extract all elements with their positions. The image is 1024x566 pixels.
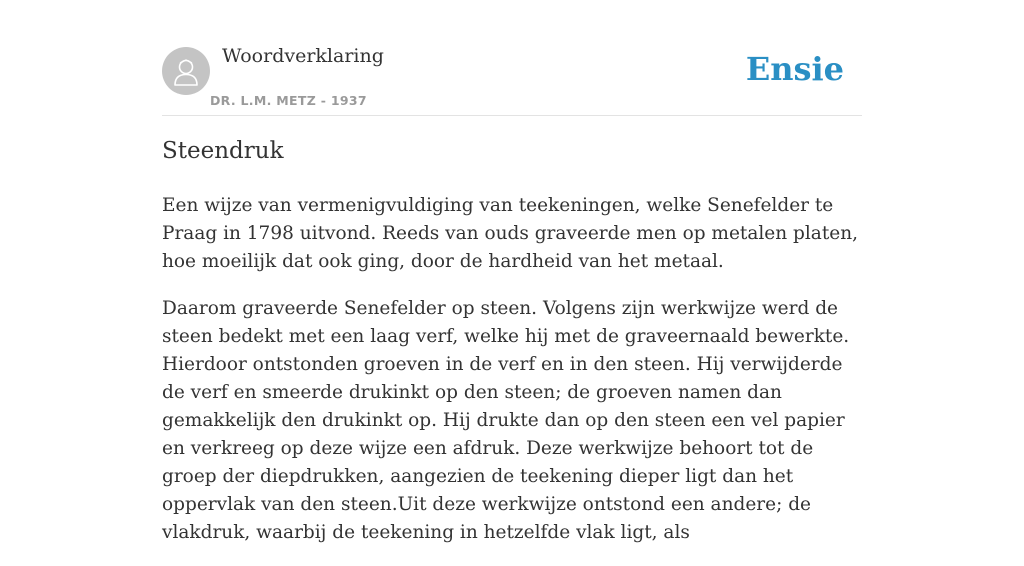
- avatar[interactable]: [162, 47, 210, 95]
- source-header: [162, 40, 862, 116]
- brand-logo[interactable]: Ensie: [745, 50, 844, 88]
- source-author[interactable]: DR. L.M. METZ - 1937: [210, 93, 367, 108]
- source-title[interactable]: Woordverklaring: [222, 45, 384, 67]
- entry-paragraph: Daarom graveerde Senefelder op steen. Volgens zijn werkwijze werd de steen bedekt met een laag verf, welke hij met de graveernaald bewerkte. Hierdoor ontstonden groeven in de verf en in den steen. Hij verwijderde de verf en smeerde drukinkt op den steen; de groeven namen dan gemakkelijk den drukinkt op. Hij drukte dan op den steen een vel papier en verkreeg op deze wijze een afdruk. Deze werkwijze behoort tot de groep der diepdrukken, aangezien de teekening dieper ligt dan het oppervlak van den steen.Uit deze werkwijze ontstond een andere; de vlakdruk, waarbij de teekening in hetzelfde vlak ligt, als: [162, 298, 850, 543]
- page-title: Steendruk: [162, 138, 284, 164]
- entry-body: [162, 192, 862, 566]
- user-icon: [162, 47, 210, 95]
- entry-paragraph: Een wijze van vermenigvuldiging van teekeningen, welke Senefelder te Praag in 1798 uitvond. Reeds van ouds graveerde men op metalen platen, hoe moeilijk dat ook ging, door de hardheid van het metaal.: [162, 195, 859, 272]
